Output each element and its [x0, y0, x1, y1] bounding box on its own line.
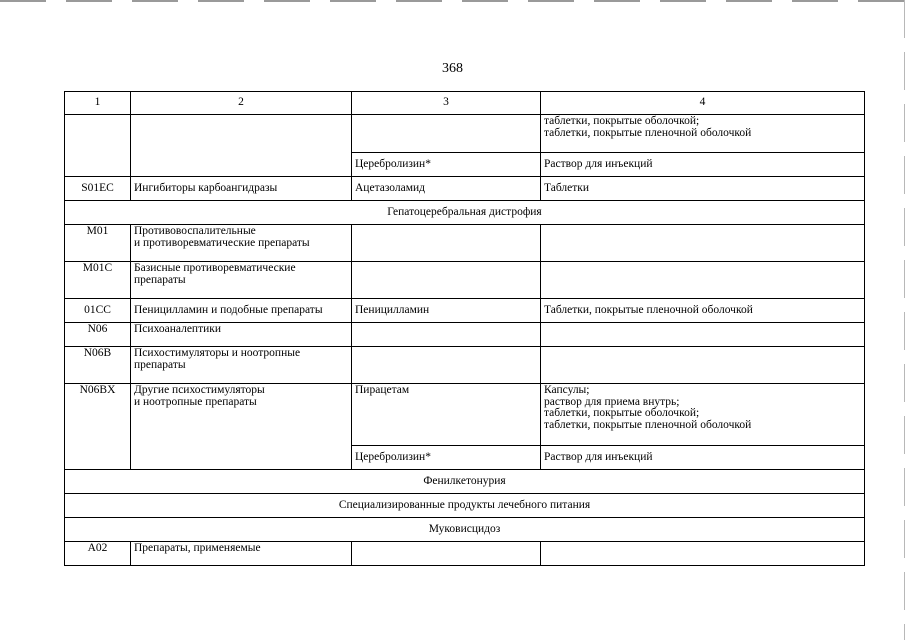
- drug-cell: Ацетазоламид: [352, 177, 541, 201]
- forms-cell: Раствор для инъекций: [541, 153, 865, 177]
- column-header: 4: [541, 92, 865, 115]
- drug-cell: [352, 225, 541, 262]
- group-cell: Пеницилламин и подобные препараты: [131, 299, 352, 323]
- group-cell: [131, 115, 352, 177]
- group-cell: Препараты, применяемые: [131, 542, 352, 566]
- page-number: 368: [442, 61, 463, 76]
- code-cell: N06B: [65, 347, 131, 384]
- table-row: [65, 323, 865, 347]
- column-header: 3: [352, 92, 541, 115]
- drug-cell: [352, 347, 541, 384]
- drug-cell: [352, 262, 541, 299]
- group-cell: Ингибиторы карбоангидразы: [131, 177, 352, 201]
- drug-cell: [352, 115, 541, 153]
- group-cell: Другие психостимуляторы и ноотропные препараты: [131, 384, 352, 470]
- section-row: [65, 518, 865, 542]
- forms-cell: Раствор для инъекций: [541, 446, 865, 470]
- table-row: [65, 225, 865, 262]
- table-row: [65, 177, 865, 201]
- drug-cell: Церебролизин*: [352, 153, 541, 177]
- column-header: 2: [131, 92, 352, 115]
- drug-table: [64, 91, 865, 566]
- scan-edge-top: [0, 0, 905, 2]
- section-row: [65, 470, 865, 494]
- drug-cell: Церебролизин*: [352, 446, 541, 470]
- group-cell: Психостимуляторы и ноотропные препараты: [131, 347, 352, 384]
- table-row: [65, 542, 865, 566]
- forms-cell: Таблетки: [541, 177, 865, 201]
- forms-cell: [541, 262, 865, 299]
- section-row: [65, 201, 865, 225]
- drug-cell: Пирацетам: [352, 384, 541, 446]
- column-header: 1: [65, 92, 131, 115]
- section-title: Муковисцидоз: [65, 518, 865, 542]
- forms-cell: [541, 225, 865, 262]
- code-cell: A02: [65, 542, 131, 566]
- code-cell: S01EC: [65, 177, 131, 201]
- code-cell: 01CC: [65, 299, 131, 323]
- forms-cell: [541, 323, 865, 347]
- group-cell: Противовоспалительные и противоревматические препараты: [131, 225, 352, 262]
- code-cell: M01: [65, 225, 131, 262]
- forms-cell: [541, 542, 865, 566]
- table-row: [65, 262, 865, 299]
- section-title: Гепатоцеребральная дистрофия: [65, 201, 865, 225]
- code-cell: N06: [65, 323, 131, 347]
- forms-cell: Таблетки, покрытые пленочной оболочкой: [541, 299, 865, 323]
- drug-cell: [352, 542, 541, 566]
- table-row: [65, 347, 865, 384]
- section-title: Специализированные продукты лечебного питания: [65, 494, 865, 518]
- table-row: [65, 115, 865, 153]
- forms-cell: таблетки, покрытые оболочкой; таблетки, покрытые пленочной оболочкой: [541, 115, 865, 153]
- table-header-row: [65, 92, 865, 115]
- code-cell: M01C: [65, 262, 131, 299]
- drug-cell: [352, 323, 541, 347]
- forms-cell: Капсулы; раствор для приема внутрь; таблетки, покрытые оболочкой; таблетки, покрытые пленочной оболочкой: [541, 384, 865, 446]
- table-row: [65, 299, 865, 323]
- code-cell: [65, 115, 131, 177]
- drug-cell: Пеницилламин: [352, 299, 541, 323]
- section-row: [65, 494, 865, 518]
- code-cell: N06BX: [65, 384, 131, 470]
- group-cell: Психоаналептики: [131, 323, 352, 347]
- section-title: Фенилкетонурия: [65, 470, 865, 494]
- group-cell: Базисные противоревматические препараты: [131, 262, 352, 299]
- forms-cell: [541, 347, 865, 384]
- table-row: [65, 384, 865, 446]
